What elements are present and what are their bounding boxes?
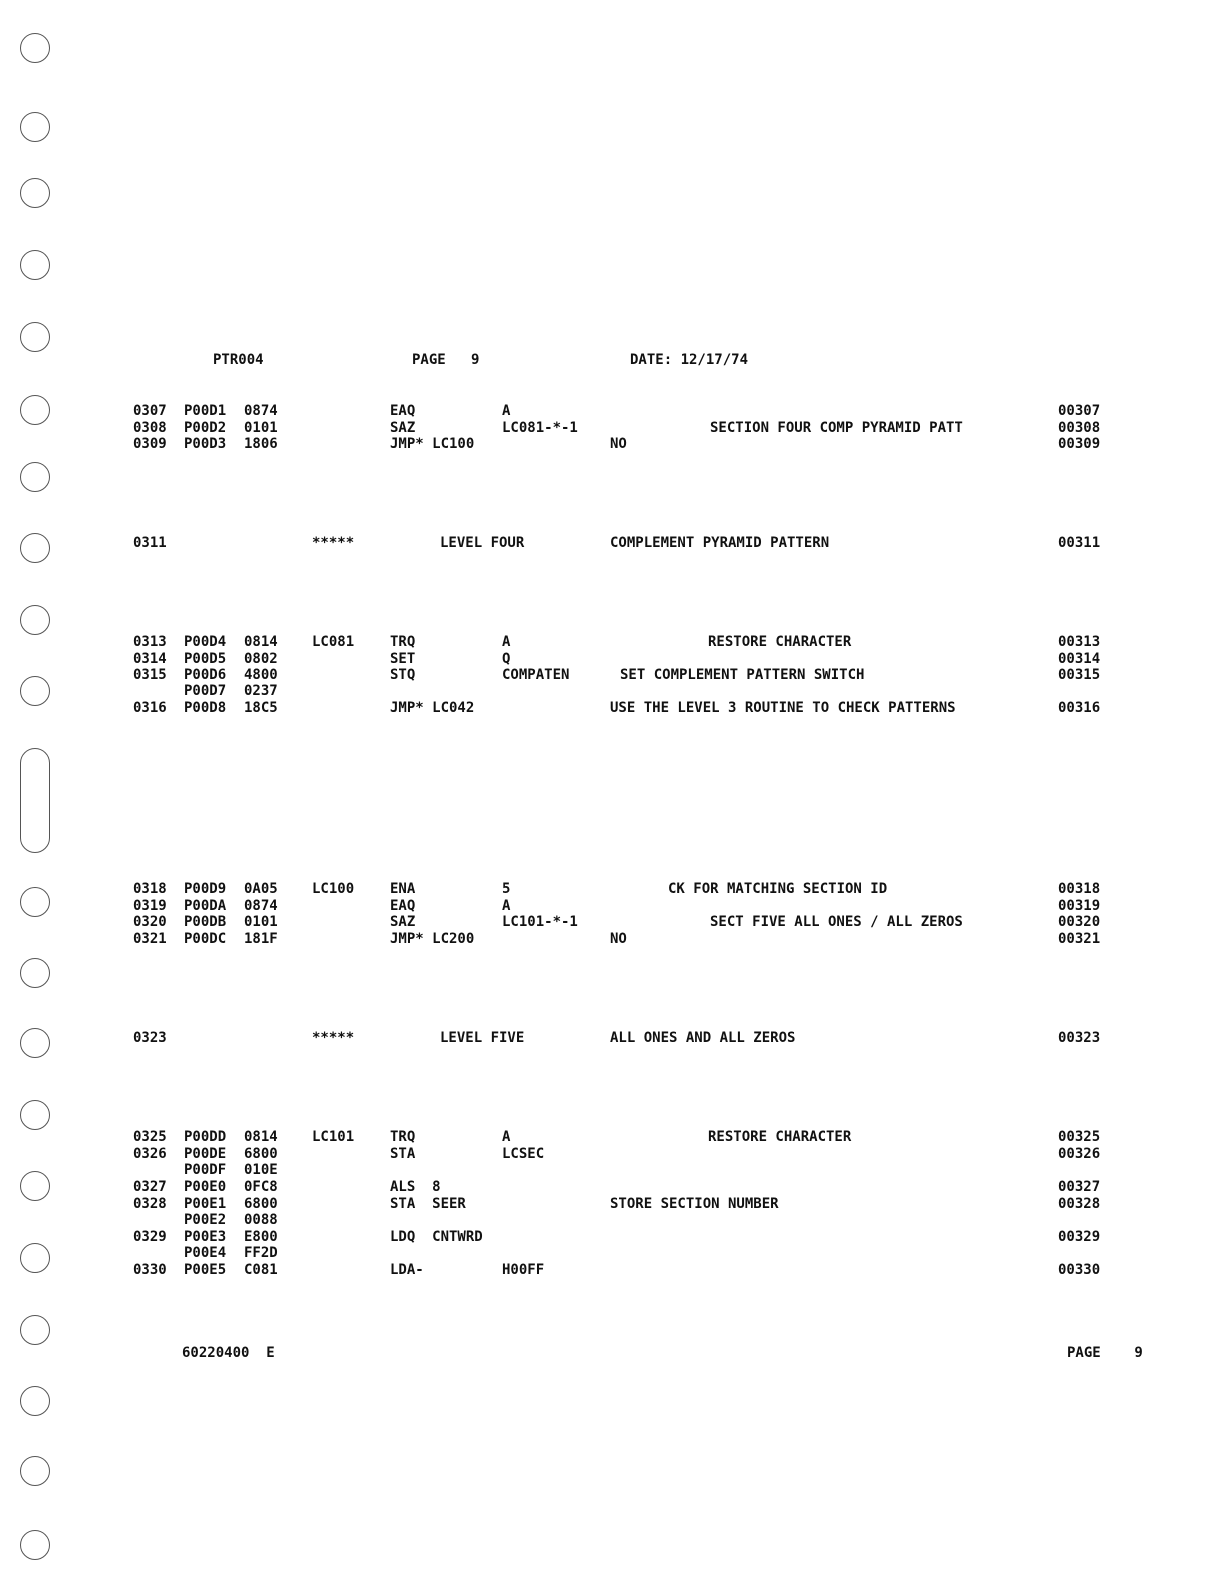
listing-code: 6800 xyxy=(244,1196,278,1212)
listing-op: JMP* LC200 xyxy=(390,931,475,947)
listing-code: 0237 xyxy=(244,683,278,699)
page-label: PAGE 9 xyxy=(412,352,480,368)
listing-comment: COMPLEMENT PYRAMID PATTERN xyxy=(610,535,830,551)
listing-comment: NO xyxy=(610,436,627,452)
listing-ref: 00313 xyxy=(1058,634,1101,650)
listing-operand: COMPATEN xyxy=(502,667,570,683)
listing-ref: 00325 xyxy=(1058,1129,1101,1145)
listing-code: 4800 xyxy=(244,667,278,683)
listing-op: EAQ xyxy=(390,403,416,419)
punch-hole-icon xyxy=(20,33,50,63)
listing-addr: P00E3 xyxy=(184,1229,227,1245)
listing-ref: 00308 xyxy=(1058,420,1101,436)
listing-operand: H00FF xyxy=(502,1262,545,1278)
listing-addr: P00D5 xyxy=(184,651,227,667)
punch-hole-icon xyxy=(20,178,50,208)
listing-code: 1806 xyxy=(244,436,278,452)
listing-op: TRQ xyxy=(390,634,416,650)
binder-slot-icon xyxy=(20,748,50,853)
listing-seq: 0320 xyxy=(133,914,167,930)
listing-op: SET xyxy=(390,651,416,667)
punch-hole-icon xyxy=(20,1243,50,1273)
listing-code: 0874 xyxy=(244,403,278,419)
listing-code: C081 xyxy=(244,1262,278,1278)
punch-hole-icon xyxy=(20,533,50,563)
listing-ref: 00326 xyxy=(1058,1146,1101,1162)
listing-addr: P00D3 xyxy=(184,436,227,452)
punch-hole-icon xyxy=(20,112,50,142)
listing-seq: 0308 xyxy=(133,420,167,436)
listing-code: 0A05 xyxy=(244,881,278,897)
listing-seq: 0321 xyxy=(133,931,167,947)
listing-addr: P00D2 xyxy=(184,420,227,436)
punch-hole-icon xyxy=(20,1456,50,1486)
listing-code: 010E xyxy=(244,1162,278,1178)
listing-comment: SET COMPLEMENT PATTERN SWITCH xyxy=(620,667,865,683)
listing-seq: 0318 xyxy=(133,881,167,897)
listing-seq: 0311 xyxy=(133,535,167,551)
listing-op: STA SEER xyxy=(390,1196,466,1212)
listing-op: JMP* LC100 xyxy=(390,436,475,452)
listing-code: 0802 xyxy=(244,651,278,667)
listing-ref: 00330 xyxy=(1058,1262,1101,1278)
listing-comment: SECT FIVE ALL ONES / ALL ZEROS xyxy=(710,914,963,930)
listing-seq: 0329 xyxy=(133,1229,167,1245)
punch-hole-icon xyxy=(20,322,50,352)
listing-seq: 0327 xyxy=(133,1179,167,1195)
listing-addr: P00D6 xyxy=(184,667,227,683)
listing-addr: P00E1 xyxy=(184,1196,227,1212)
listing-code: 0088 xyxy=(244,1212,278,1228)
listing-comment: CK FOR MATCHING SECTION ID xyxy=(668,881,888,897)
listing-seq: 0325 xyxy=(133,1129,167,1145)
listing-ref: 00319 xyxy=(1058,898,1101,914)
listing-op: LEVEL FOUR xyxy=(440,535,525,551)
listing-comment: STORE SECTION NUMBER xyxy=(610,1196,779,1212)
punch-hole-icon xyxy=(20,1028,50,1058)
listing-seq: 0314 xyxy=(133,651,167,667)
listing-operand: LCSEC xyxy=(502,1146,545,1162)
listing-addr: P00D7 xyxy=(184,683,227,699)
listing-code: 0FC8 xyxy=(244,1179,278,1195)
listing-ref: 00316 xyxy=(1058,700,1101,716)
punch-hole-icon xyxy=(20,1530,50,1560)
listing-addr: P00E0 xyxy=(184,1179,227,1195)
listing-ref: 00314 xyxy=(1058,651,1101,667)
listing-op: LEVEL FIVE xyxy=(440,1030,525,1046)
listing-ref: 00328 xyxy=(1058,1196,1101,1212)
listing-op: SAZ xyxy=(390,914,416,930)
listing-op: JMP* LC042 xyxy=(390,700,475,716)
listing-ref: 00329 xyxy=(1058,1229,1101,1245)
footer-page-label: PAGE 9 xyxy=(1067,1345,1143,1361)
listing-label: ***** xyxy=(312,535,355,551)
listing-operand: LC101-*-1 xyxy=(502,914,578,930)
listing-ref: 00323 xyxy=(1058,1030,1101,1046)
punch-hole-icon xyxy=(20,887,50,917)
listing-label: LC100 xyxy=(312,881,355,897)
listing-label: ***** xyxy=(312,1030,355,1046)
listing-code: 18C5 xyxy=(244,700,278,716)
punch-hole-icon xyxy=(20,676,50,706)
listing-seq: 0313 xyxy=(133,634,167,650)
listing-addr: P00DB xyxy=(184,914,227,930)
program-name: PTR004 xyxy=(213,352,264,368)
listing-seq: 0309 xyxy=(133,436,167,452)
listing-seq: 0315 xyxy=(133,667,167,683)
listing-op: SAZ xyxy=(390,420,416,436)
listing-addr: P00E2 xyxy=(184,1212,227,1228)
listing-comment: ALL ONES AND ALL ZEROS xyxy=(610,1030,796,1046)
listing-seq: 0319 xyxy=(133,898,167,914)
listing-ref: 00320 xyxy=(1058,914,1101,930)
listing-operand: 5 xyxy=(502,881,511,897)
listing-code: 0101 xyxy=(244,914,278,930)
listing-comment: USE THE LEVEL 3 ROUTINE TO CHECK PATTERNS xyxy=(610,700,956,716)
listing-ref: 00315 xyxy=(1058,667,1101,683)
listing-seq: 0330 xyxy=(133,1262,167,1278)
punch-hole-icon xyxy=(20,250,50,280)
listing-label: LC081 xyxy=(312,634,355,650)
listing-seq: 0307 xyxy=(133,403,167,419)
listing-ref: 00321 xyxy=(1058,931,1101,947)
punch-hole-icon xyxy=(20,1171,50,1201)
punch-hole-icon xyxy=(20,1100,50,1130)
listing-comment: SECTION FOUR COMP PYRAMID PATT xyxy=(710,420,963,436)
listing-label: LC101 xyxy=(312,1129,355,1145)
listing-operand: A xyxy=(502,1129,511,1145)
listing-operand: A xyxy=(502,898,511,914)
punch-hole-icon xyxy=(20,462,50,492)
listing-operand: LC081-*-1 xyxy=(502,420,578,436)
listing-addr: P00D4 xyxy=(184,634,227,650)
listing-addr: P00D1 xyxy=(184,403,227,419)
listing-addr: P00DD xyxy=(184,1129,227,1145)
listing-operand: A xyxy=(502,634,511,650)
date-label: DATE: 12/17/74 xyxy=(630,352,749,368)
listing-ref: 00311 xyxy=(1058,535,1101,551)
listing-seq: 0323 xyxy=(133,1030,167,1046)
listing-code: 0874 xyxy=(244,898,278,914)
document-number: 60220400 E xyxy=(182,1345,275,1361)
listing-addr: P00DE xyxy=(184,1146,227,1162)
listing-addr: P00DA xyxy=(184,898,227,914)
listing-operand: A xyxy=(502,403,511,419)
listing-op: ENA xyxy=(390,881,416,897)
listing-comment: NO xyxy=(610,931,627,947)
punch-hole-icon xyxy=(20,605,50,635)
listing-comment: RESTORE CHARACTER xyxy=(708,634,852,650)
listing-op: EAQ xyxy=(390,898,416,914)
punch-hole-icon xyxy=(20,1315,50,1345)
listing-code: 0814 xyxy=(244,634,278,650)
listing-code: 6800 xyxy=(244,1146,278,1162)
listing-seq: 0328 xyxy=(133,1196,167,1212)
listing-ref: 00307 xyxy=(1058,403,1101,419)
listing-op: LDQ CNTWRD xyxy=(390,1229,483,1245)
listing-addr: P00D8 xyxy=(184,700,227,716)
listing-addr: P00D9 xyxy=(184,881,227,897)
listing-addr: P00DC xyxy=(184,931,227,947)
listing-seq: 0326 xyxy=(133,1146,167,1162)
listing-addr: P00E5 xyxy=(184,1262,227,1278)
listing-seq: 0316 xyxy=(133,700,167,716)
listing-op: LDA- xyxy=(390,1262,424,1278)
listing-ref: 00309 xyxy=(1058,436,1101,452)
listing-op: ALS 8 xyxy=(390,1179,441,1195)
listing-code: 0814 xyxy=(244,1129,278,1145)
listing-code: FF2D xyxy=(244,1245,278,1261)
listing-operand: Q xyxy=(502,651,511,667)
listing-code: 0101 xyxy=(244,420,278,436)
listing-addr: P00E4 xyxy=(184,1245,227,1261)
punch-hole-icon xyxy=(20,958,50,988)
listing-ref: 00327 xyxy=(1058,1179,1101,1195)
punch-hole-icon xyxy=(20,1386,50,1416)
listing-op: TRQ xyxy=(390,1129,416,1145)
listing-code: E800 xyxy=(244,1229,278,1245)
listing-addr: P00DF xyxy=(184,1162,227,1178)
punch-hole-icon xyxy=(20,395,50,425)
listing-op: STQ xyxy=(390,667,416,683)
listing-ref: 00318 xyxy=(1058,881,1101,897)
listing-op: STA xyxy=(390,1146,416,1162)
listing-code: 181F xyxy=(244,931,278,947)
listing-comment: RESTORE CHARACTER xyxy=(708,1129,852,1145)
